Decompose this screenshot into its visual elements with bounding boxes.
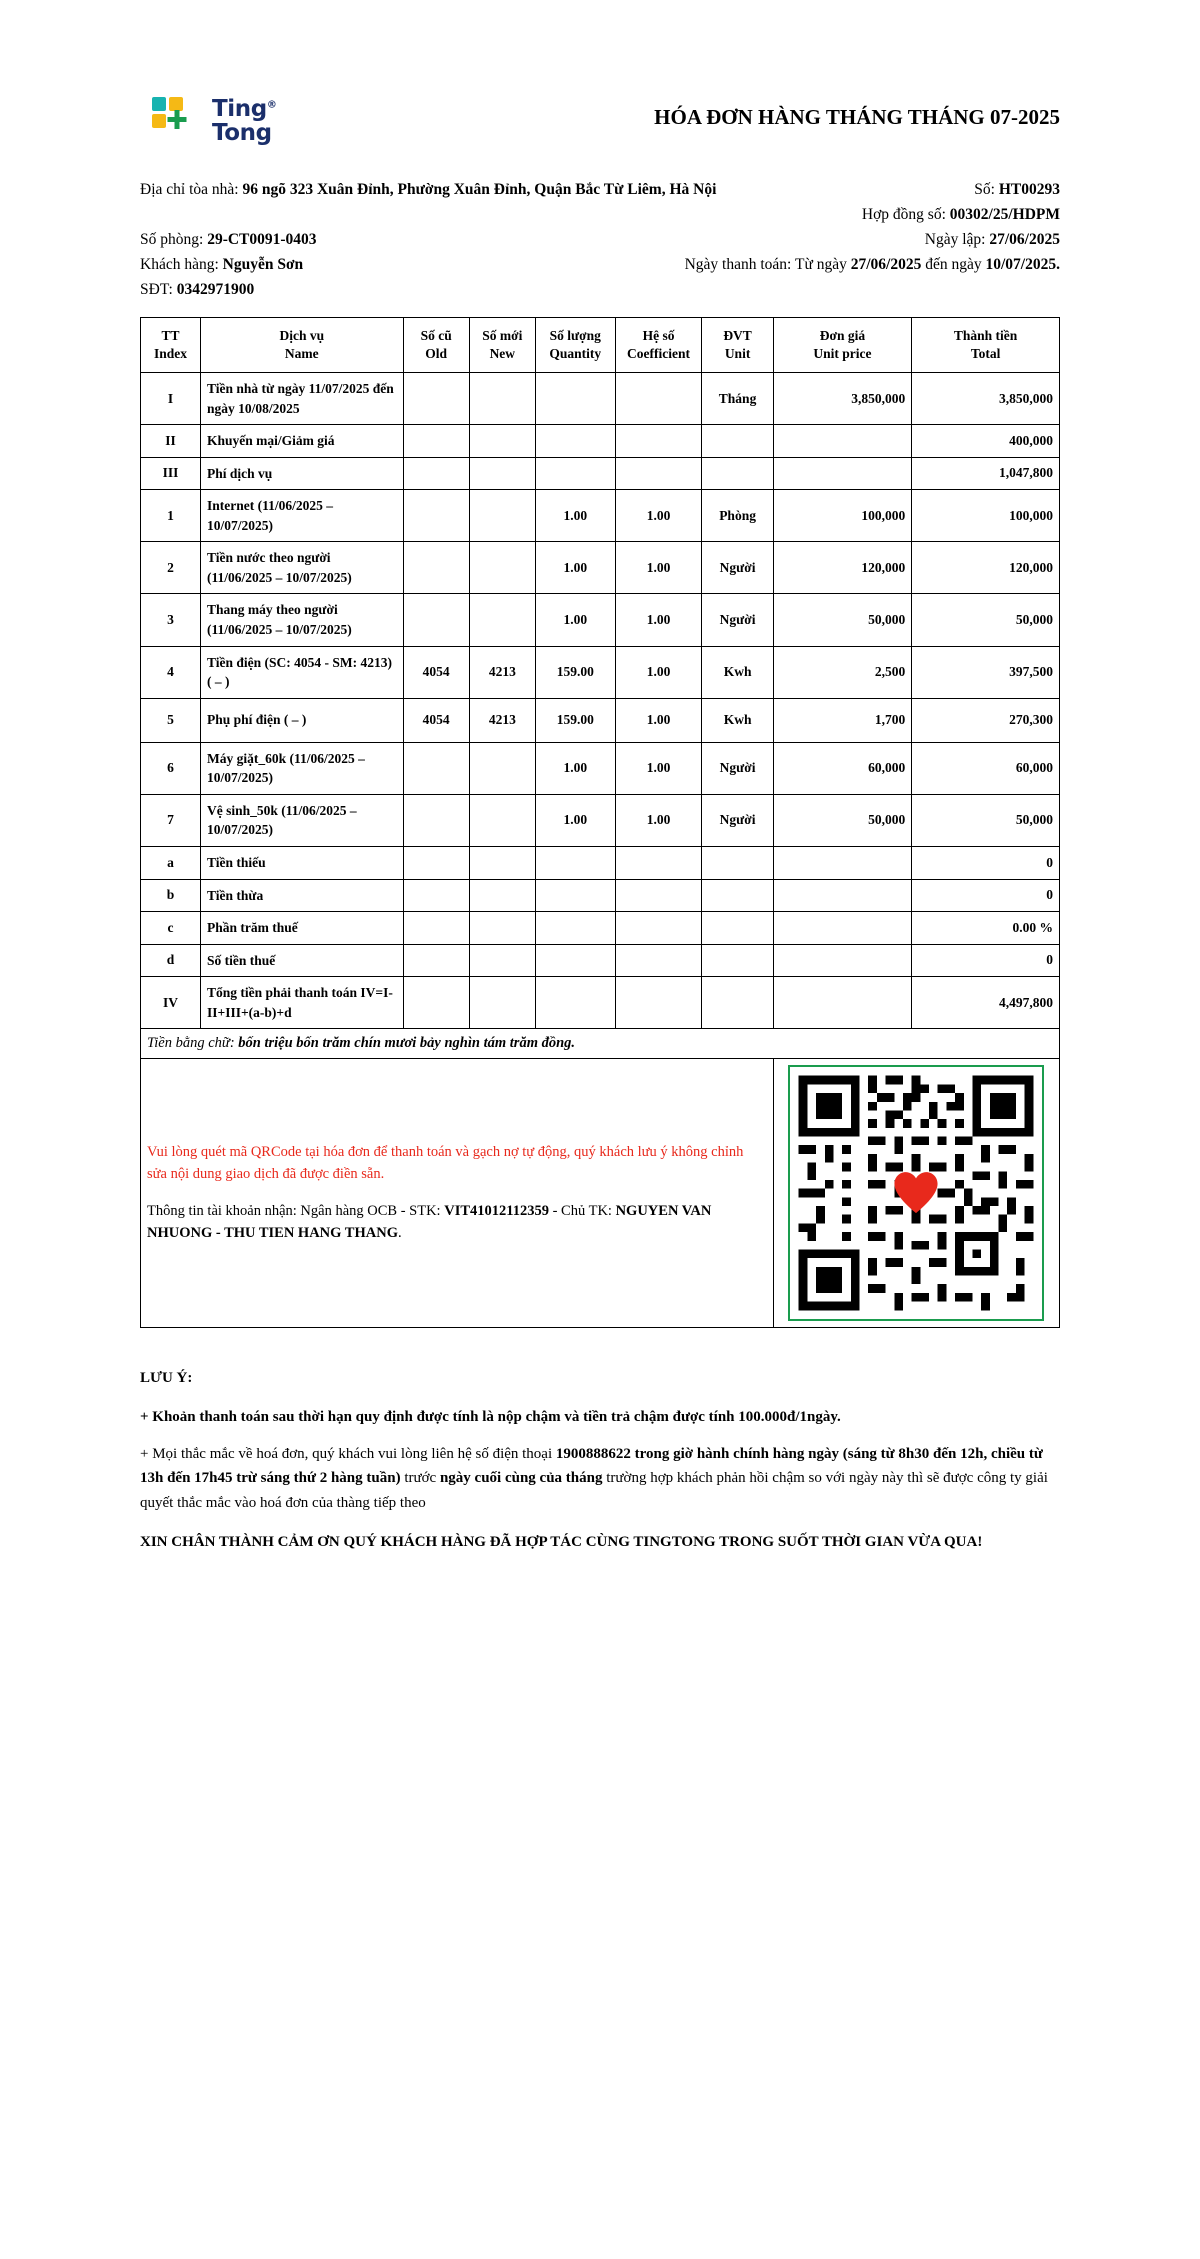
row-total: 60,000 (912, 742, 1060, 794)
row-old (403, 425, 469, 458)
row-new (469, 879, 535, 912)
row-qty: 1.00 (535, 742, 615, 794)
row-coef (615, 425, 702, 458)
row-coef: 1.00 (615, 794, 702, 846)
contract-value: 00302/25/HDPM (949, 206, 1060, 224)
paydate-to: 10/07/2025. (985, 256, 1060, 274)
footer-notes (140, 1366, 1060, 1553)
table-row (141, 457, 1060, 490)
page-title: HÓA ĐƠN HÀNG THÁNG THÁNG 07-2025 (654, 105, 1060, 129)
row-qty (535, 457, 615, 490)
brand-line-1: Ting (212, 95, 267, 122)
bank-prefix: Thông tin tài khoản nhận: Ngân hàng OCB - STK: (147, 1202, 441, 1219)
row-unit: Kwh (702, 698, 773, 742)
created-label: Ngày lập: (924, 231, 986, 249)
row-name: Internet (11/06/2025 – 10/07/2025) (201, 490, 404, 542)
row-qty (535, 846, 615, 879)
col-name-bottom: Name (284, 345, 319, 361)
note-contact (140, 1442, 1060, 1515)
row-total: 50,000 (912, 594, 1060, 646)
col-old (403, 317, 469, 372)
table-row (141, 944, 1060, 977)
row-index: 7 (141, 794, 201, 846)
row-qty: 1.00 (535, 542, 615, 594)
col-total (912, 317, 1060, 372)
row-qty (535, 879, 615, 912)
row-old (403, 879, 469, 912)
col-unit-price (773, 317, 911, 372)
row-qty: 1.00 (535, 490, 615, 542)
bank-account-number: VIT41012112359 (444, 1202, 549, 1219)
col-index-bottom: Index (153, 345, 187, 361)
brand-wordmark (212, 97, 276, 145)
row-unit (702, 977, 773, 1029)
tingtong-logo-icon (150, 95, 202, 147)
brand-registered-icon: ® (266, 99, 277, 111)
row-total: 3,850,000 (912, 372, 1060, 424)
row-unit (702, 912, 773, 945)
row-price: 100,000 (773, 490, 911, 542)
note-late-payment: + Khoản thanh toán sau thời hạn quy định được tính là nộp chậm và tiền trả chậm được tính 100.000đ/1ngày. (140, 1408, 841, 1425)
row-price: 120,000 (773, 542, 911, 594)
row-coef (615, 372, 702, 424)
row-unit (702, 846, 773, 879)
row-total: 0 (912, 846, 1060, 879)
row-price (773, 977, 911, 1029)
table-row (141, 594, 1060, 646)
qr-code[interactable] (788, 1065, 1044, 1321)
row-new (469, 846, 535, 879)
row-unit: Tháng (702, 372, 773, 424)
table-row (141, 372, 1060, 424)
row-price (773, 944, 911, 977)
row-name: Tổng tiền phải thanh toán IV=I-II+III+(a-b)+d (201, 977, 404, 1029)
row-price: 2,500 (773, 646, 911, 698)
row-new (469, 794, 535, 846)
row-price (773, 879, 911, 912)
col-price-top: Đơn giá (819, 327, 866, 343)
row-coef (615, 912, 702, 945)
row-old: 4054 (403, 646, 469, 698)
row-total: 1,047,800 (912, 457, 1060, 490)
row-total: 400,000 (912, 425, 1060, 458)
row-coef (615, 944, 702, 977)
row-coef: 1.00 (615, 542, 702, 594)
note-contact-hotline: 1900888622 trong giờ hành chính hàng ngày (sáng từ 8h30 đến 12h, chiều từ 13h đến 17h45 trừ sáng thứ 2 hàng tuần) (140, 1445, 1043, 1487)
row-old (403, 977, 469, 1029)
row-total: 397,500 (912, 646, 1060, 698)
row-qty: 159.00 (535, 698, 615, 742)
amount-in-words-cell (141, 1029, 1060, 1059)
notes-heading: LƯU Ý: (140, 1370, 193, 1387)
row-coef (615, 879, 702, 912)
row-old (403, 490, 469, 542)
contract-label: Hợp đồng số: (861, 206, 946, 224)
row-unit: Người (702, 794, 773, 846)
row-old (403, 542, 469, 594)
grand-total: 4,497,800 (912, 977, 1060, 1029)
row-total: 120,000 (912, 542, 1060, 594)
row-name: Khuyến mại/Giảm giá (201, 425, 404, 458)
invoice-header (140, 95, 1060, 147)
col-new-bottom: New (489, 345, 516, 361)
table-row (141, 879, 1060, 912)
row-new (469, 944, 535, 977)
col-quantity (535, 317, 615, 372)
row-index: 2 (141, 542, 201, 594)
row-index: c (141, 912, 201, 945)
row-total: 0 (912, 879, 1060, 912)
row-name: Số tiền thuế (201, 944, 404, 977)
row-old (403, 372, 469, 424)
table-row (141, 425, 1060, 458)
row-coef: 1.00 (615, 490, 702, 542)
amount-in-words-row (141, 1029, 1060, 1059)
row-index: b (141, 879, 201, 912)
row-qty (535, 944, 615, 977)
row-new (469, 490, 535, 542)
row-name: Tiền điện (SC: 4054 - SM: 4213) ( – ) (201, 646, 404, 698)
row-coef: 1.00 (615, 698, 702, 742)
col-unit (702, 317, 773, 372)
row-price: 1,700 (773, 698, 911, 742)
row-old (403, 742, 469, 794)
row-new (469, 742, 535, 794)
row-new (469, 542, 535, 594)
qr-cell (773, 1059, 1059, 1328)
row-old: 4054 (403, 698, 469, 742)
col-name (201, 317, 404, 372)
row-qty (535, 977, 615, 1029)
row-index: IV (141, 977, 201, 1029)
row-unit (702, 457, 773, 490)
row-new (469, 912, 535, 945)
table-row (141, 846, 1060, 879)
col-coefficient (615, 317, 702, 372)
row-name: Vệ sinh_50k (11/06/2025 – 10/07/2025) (201, 794, 404, 846)
table-row (141, 490, 1060, 542)
row-unit: Phòng (702, 490, 773, 542)
row-index: 1 (141, 490, 201, 542)
row-qty: 159.00 (535, 646, 615, 698)
brand-line-2: Tong (212, 120, 272, 146)
row-name: Phụ phí điện ( – ) (201, 698, 404, 742)
row-index: a (141, 846, 201, 879)
row-unit: Người (702, 542, 773, 594)
row-total: 0 (912, 944, 1060, 977)
row-old (403, 794, 469, 846)
col-old-top: Số cũ (420, 327, 452, 343)
col-name-top: Dịch vụ (279, 327, 325, 343)
row-unit: Kwh (702, 646, 773, 698)
row-coef (615, 977, 702, 1029)
row-name: Tiền nước theo người (11/06/2025 – 10/07/2025) (201, 542, 404, 594)
payment-row (141, 1059, 1060, 1328)
row-qty (535, 912, 615, 945)
row-coef (615, 457, 702, 490)
row-new (469, 457, 535, 490)
row-new (469, 372, 535, 424)
phone-label: SĐT: (140, 281, 173, 299)
col-old-bottom: Old (425, 345, 448, 361)
row-old (403, 594, 469, 646)
row-unit: Người (702, 742, 773, 794)
row-price (773, 846, 911, 879)
row-new (469, 594, 535, 646)
note-contact-a: + Mọi thắc mắc về hoá đơn, quý khách vui lòng liên hệ số điện thoại (140, 1445, 553, 1462)
col-unit-bottom: Unit (724, 345, 751, 361)
table-header-row (141, 317, 1060, 372)
row-coef (615, 846, 702, 879)
row-price: 3,850,000 (773, 372, 911, 424)
col-index (141, 317, 201, 372)
invoice-no-label: Số: (974, 181, 995, 198)
table-row (141, 912, 1060, 945)
col-coef-bottom: Coefficient (627, 345, 691, 361)
paydate-prefix: Từ ngày (794, 256, 847, 274)
row-new (469, 977, 535, 1029)
row-coef: 1.00 (615, 742, 702, 794)
row-name: Tiền thừa (201, 879, 404, 912)
col-new (469, 317, 535, 372)
table-row (141, 646, 1060, 698)
row-new: 4213 (469, 698, 535, 742)
col-price-bottom: Unit price (813, 345, 872, 361)
row-unit (702, 425, 773, 458)
qr-instruction-text: Vui lòng quét mã QRCode tại hóa đơn để thanh toán và gạch nợ tự động, quý khách lưu ý không chỉnh sửa nội dung giao dịch đã được điền sẵn. (147, 1144, 744, 1182)
row-index: 6 (141, 742, 201, 794)
col-unit-top: ĐVT (723, 327, 752, 343)
col-qty-top: Số lượng (549, 327, 601, 343)
heart-icon (893, 1171, 939, 1215)
row-price (773, 912, 911, 945)
row-old (403, 846, 469, 879)
row-name: Phí dịch vụ (201, 457, 404, 490)
customer-value: Nguyễn Sơn (222, 256, 304, 274)
invoice-no-value: HT00293 (998, 181, 1060, 198)
row-coef: 1.00 (615, 646, 702, 698)
thank-you-message: XIN CHÂN THÀNH CẢM ƠN QUÝ KHÁCH HÀNG ĐÃ HỢP TÁC CÙNG TINGTONG TRONG SUỐT THỜI GIAN VỪA QUA! (140, 1533, 983, 1550)
col-total-top: Thành tiền (953, 327, 1018, 343)
table-row (141, 542, 1060, 594)
row-index: 5 (141, 698, 201, 742)
row-name: Tiền nhà từ ngày 11/07/2025 đến ngày 10/08/2025 (201, 372, 404, 424)
row-unit: Người (702, 594, 773, 646)
note-contact-c: trước (404, 1470, 437, 1487)
room-label: Số phòng: (140, 231, 204, 249)
row-price (773, 425, 911, 458)
address-label: Địa chỉ tòa nhà: (140, 181, 239, 198)
row-qty (535, 372, 615, 424)
table-row (141, 742, 1060, 794)
note-contact-deadline: ngày cuối cùng của tháng (439, 1470, 603, 1487)
col-qty-bottom: Quantity (549, 345, 602, 361)
note-contact-e: trường hợp khách phản hồi chậm so với ngày này thì sẽ được công ty giải quyết thắc mắc vào hoá đơn của thàng tiếp theo (140, 1470, 1048, 1511)
row-new (469, 425, 535, 458)
bank-info (147, 1200, 767, 1245)
row-old (403, 457, 469, 490)
col-new-top: Số mới (482, 327, 523, 343)
amount-in-words-value: bốn triệu bốn trăm chín mươi bảy nghìn tám trăm đồng. (238, 1035, 576, 1052)
row-unit (702, 879, 773, 912)
amount-in-words-label: Tiền bằng chữ: (147, 1035, 235, 1052)
invoice-meta (140, 177, 1060, 303)
bank-mid: - Chủ TK: (552, 1202, 612, 1219)
col-total-bottom: Total (970, 345, 1001, 361)
invoice-table (140, 317, 1060, 1329)
customer-label: Khách hàng: (140, 256, 219, 274)
row-name: Thang máy theo người (11/06/2025 – 10/07/2025) (201, 594, 404, 646)
created-value: 27/06/2025 (989, 231, 1060, 249)
table-body (141, 372, 1060, 1327)
paydate-label: Ngày thanh toán: (684, 256, 792, 274)
row-price: 60,000 (773, 742, 911, 794)
payment-info-cell (141, 1059, 774, 1328)
paydate-mid: đến ngày (925, 256, 982, 274)
phone-value: 0342971900 (176, 281, 255, 299)
table-row (141, 794, 1060, 846)
row-index: I (141, 372, 201, 424)
row-old (403, 944, 469, 977)
bank-account-owner: NGUYEN VAN NHUONG - THU TIEN HANG THANG (147, 1202, 712, 1242)
row-total: 270,300 (912, 698, 1060, 742)
row-index: d (141, 944, 201, 977)
row-total: 50,000 (912, 794, 1060, 846)
row-name: Máy giặt_60k (11/06/2025 – 10/07/2025) (201, 742, 404, 794)
row-qty (535, 425, 615, 458)
table-row (141, 698, 1060, 742)
col-coef-top: Hệ số (642, 327, 675, 343)
row-name: Tiền thiếu (201, 846, 404, 879)
row-unit (702, 944, 773, 977)
row-price (773, 457, 911, 490)
row-new: 4213 (469, 646, 535, 698)
col-index-top: TT (161, 327, 180, 343)
row-total: 0.00 % (912, 912, 1060, 945)
table-row-total (141, 977, 1060, 1029)
bank-suffix: . (397, 1225, 402, 1242)
row-index: II (141, 425, 201, 458)
row-qty: 1.00 (535, 594, 615, 646)
row-coef: 1.00 (615, 594, 702, 646)
row-qty: 1.00 (535, 794, 615, 846)
brand-logo (140, 95, 276, 147)
row-index: III (141, 457, 201, 490)
row-index: 4 (141, 646, 201, 698)
address-value: 96 ngõ 323 Xuân Đỉnh, Phường Xuân Đỉnh, Quận Bắc Từ Liêm, Hà Nội (242, 181, 717, 198)
row-price: 50,000 (773, 594, 911, 646)
row-index: 3 (141, 594, 201, 646)
paydate-from: 27/06/2025 (850, 256, 922, 274)
row-name: Phần trăm thuế (201, 912, 404, 945)
row-price: 50,000 (773, 794, 911, 846)
row-total: 100,000 (912, 490, 1060, 542)
room-value: 29-CT0091-0403 (207, 231, 317, 249)
row-old (403, 912, 469, 945)
